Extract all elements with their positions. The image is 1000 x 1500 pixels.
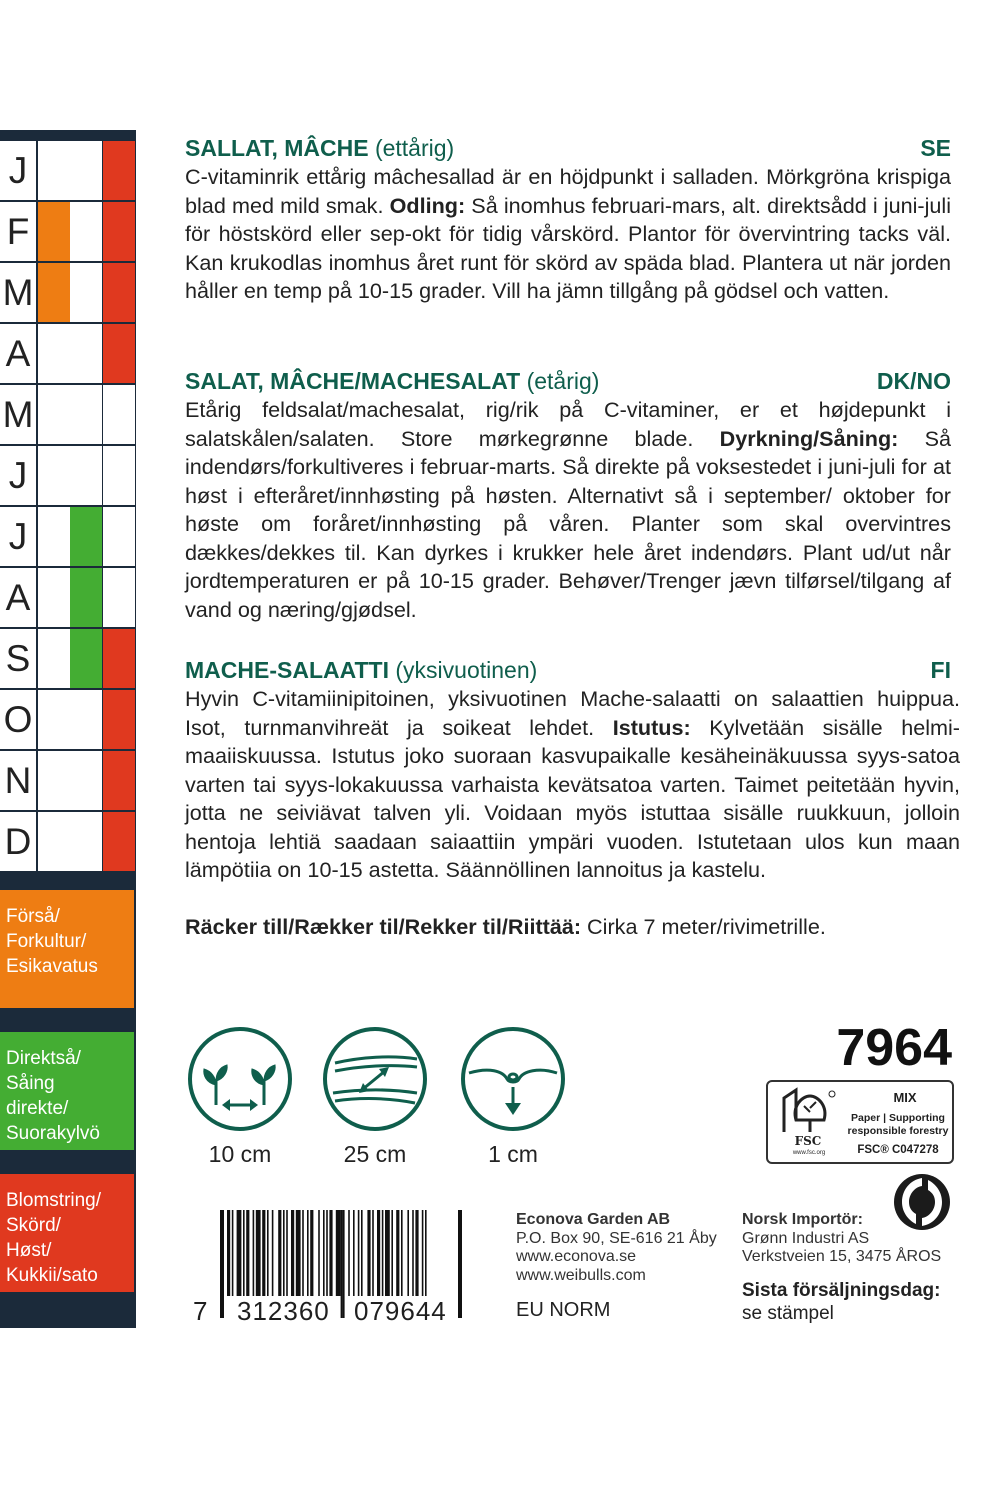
calendar-cell-red [103,263,135,322]
month-letter: A [0,568,36,627]
barcode-bar [326,1210,328,1296]
sowing-depth-label: 1 cm [488,1141,538,1167]
calendar-cell-red [103,812,135,871]
row-spacing [320,1025,430,1168]
calendar-cell-empty [103,568,135,627]
barcode-bar [227,1210,230,1296]
month-letter: M [0,385,36,444]
barcode-bar [246,1210,249,1296]
barcode-bar [422,1210,424,1296]
calendar-cell-empty [70,141,102,200]
fsc-description [842,1112,954,1138]
barcode-bar [377,1210,380,1296]
barcode-bar [296,1210,301,1296]
legend-bloom-line: Skörd/ [6,1215,61,1236]
barcode-bar [415,1210,418,1296]
company-address: P.O. Box 90, SE-616 21 Åby [516,1229,717,1247]
calendar-cell-empty [38,446,70,505]
barcode-bar [232,1210,234,1296]
calendar-cell-empty [70,324,102,383]
plant-spacing [185,1025,295,1168]
section-heading [185,133,951,163]
barcode-guard-bar [343,1210,345,1318]
barcode-bar [401,1210,403,1296]
barcode-bar [323,1210,325,1296]
sowing-depth-icon [459,1025,567,1133]
calendar-month-row [0,324,134,385]
legend-sow-line: Förså/ [6,906,60,927]
importer-heading: Norsk Importör: [742,1211,863,1228]
section-heading [185,366,951,396]
fsc-certification-box [766,1080,954,1164]
sowing-depth [458,1025,568,1168]
section-subtitle: (etårig) [526,368,600,394]
calendar-cell-red [103,141,135,200]
importer-address: Verkstveien 15, 3475 ÅROS [742,1248,942,1265]
barcode-bar [262,1210,265,1296]
barcode-bar [361,1210,363,1296]
month-letter: J [0,507,36,566]
calendar-month-row [0,751,134,812]
importer-info [742,1211,941,1267]
calendar-cell-orange [38,263,70,322]
month-letter: S [0,629,36,688]
calendar-cell-green [70,568,102,627]
importer-name: Grønn Industri AS [742,1229,870,1247]
fsc-license-code: FSC® C047278 [857,1144,939,1156]
legend-direct-line: direkte/ [6,1098,69,1119]
legend-sow [0,890,134,1008]
barcode-bar [318,1210,320,1296]
month-letter: J [0,446,36,505]
fsc-description-line: responsible forestry [847,1125,949,1137]
calendar-cell-empty [103,446,135,505]
barcode-guard-bar [460,1210,462,1318]
barcode-bar [253,1210,255,1296]
barcode-bar [358,1210,360,1296]
barcode-bar [367,1210,370,1296]
last-sale-date [742,1279,940,1325]
plant-spacing-label: 10 cm [208,1141,272,1167]
eu-norm-label: EU NORM [516,1299,611,1321]
legend-bloom-line: Høst/ [6,1240,52,1261]
barcode-bar [278,1210,281,1296]
calendar-month-row [0,385,134,446]
article-number: 7964 [836,1019,952,1077]
section-title: SALAT, MÂCHE/MACHESALAT [185,368,521,394]
fsc-description-line: Paper | Supporting [851,1112,945,1124]
calendar-cell-empty [103,507,135,566]
calendar-month-row [0,629,134,690]
calendar-month-row [0,263,134,324]
coverage-info: Räcker till/Rækker til/Rekker til/Riittää: Cirka 7 meter/rivimetrille. [185,914,826,939]
barcode-bar [286,1210,288,1296]
section-subtitle: (yksivuotinen) [395,657,538,683]
month-letter: A [0,324,36,383]
month-letter: M [0,263,36,322]
barcode-bar [425,1210,427,1296]
section-danish-norwegian [185,366,951,624]
barcode-guard-bar [222,1210,224,1318]
month-letter: N [0,751,36,810]
barcode-bar [283,1210,285,1296]
barcode-bar [412,1210,414,1296]
row-spacing-icon [321,1025,429,1133]
last-sale-value: se stämpel [742,1303,834,1324]
calendar-cell-empty [70,446,102,505]
last-sale-heading: Sista försäljningsdag: [742,1280,941,1301]
calendar-cell-green [70,629,102,688]
barcode-bar [310,1210,313,1296]
fsc-url: www.fsc.org [792,1150,826,1156]
calendar-cell-red [103,629,135,688]
legend-direct-line: Suorakylvö [6,1123,100,1144]
calendar-cell-empty [70,263,102,322]
calendar-month-row [0,812,134,873]
barcode-bar [385,1210,390,1296]
company-website: www.econova.se [516,1248,637,1265]
month-letter: F [0,202,36,261]
language-code: FI [930,657,951,683]
barcode-digit-group-right: 079644 [354,1296,447,1326]
calendar-month-row [0,202,134,263]
calendar-cell-empty [70,751,102,810]
calendar-cell-red [103,690,135,749]
calendar-month-row [0,568,134,629]
calendar-cell-empty [70,385,102,444]
section-body: Hyvin C-vitamiinipitoinen, yksivuotinen Mache-salaatti on salaattien huippua. Isot, turnmanvihreät ja soikeat lehdet. Istutus: Kylvetään sisälle helmi-maaiiskuussa. Istutus joko suoraan kasvupaikalle kesäheinäkuussa syys-satoa varten tai syys-lokakuussa varhaista kevätsatoa varten. Taimet peitetään hyvin, jotta ne seiviävat talven yli. Voidaan myös istuttaa sisälle ruukkuun, jolloin hentoja lehtiä saadaan saiaattiin ympäri vuoden. Istutetaan ulos kun maan lämpötiia on 10-15 astetta. Säännöllinen lannoitus ja kastelu. [185,686,960,882]
barcode-guard-bar [458,1210,460,1318]
calendar-cell-empty [70,690,102,749]
calendar-cell-empty [38,812,70,871]
calendar-month-row [0,446,134,507]
barcode-bar [353,1210,355,1296]
company-name: Econova Garden AB [516,1211,671,1228]
section-body: Etårig feldsalat/machesalat, rig/rik på C-vitaminer, er et højdepunkt i salatskålen/salaten. Store mørkegrønne blade. Dyrkning/Såning: Så indendørs/forkultiveres i februar-marts. Så direkte på voksestedet i juni-juli for at høst i efteråret/innhøsting på høsten. Alternativt så i september/ oktober for høste om foråret/innhøsting på våren. Planter som skal overvintres dækkes/dekkes til. Kan dyrkes i krukker hele året indendørs. Plant ud/ut når jordtemperaturen er på 10-15 grader. Behøver/Trenger jævn tilførsel/tilgang af vand og næring/gjødsel. [185,397,951,622]
barcode-bar [396,1210,399,1296]
barcode-bar [372,1210,374,1296]
section-title: MACHE-SALAATTI [185,657,389,683]
barcode-bar [407,1210,409,1296]
calendar-cell-red [103,324,135,383]
barcode-bar [237,1210,242,1296]
company-website: www.weibulls.com [516,1266,646,1284]
calendar-cell-empty [38,568,70,627]
legend-bloom-line: Kukkii/sato [6,1265,98,1286]
language-code: DK/NO [876,368,951,394]
barcode-bar [348,1210,350,1296]
legend-direct-line: Direktså/ [6,1048,81,1069]
section-finnish [185,655,960,885]
barcode-bar [336,1210,341,1296]
legend-direct-sow [0,1032,134,1150]
barcode-bar [329,1210,332,1296]
calendar-cell-red [103,202,135,261]
calendar-month-row [0,690,134,751]
calendar-cell-empty [103,385,135,444]
section-body: C-vitaminrik ettårig mâchesallad är en höjdpunkt i salladen. Mörkgröna krispiga blad med mild smak. Odling: Så inomhus februari-mars, alt. direktsådd i juni-juli för höstskörd eller sep-okt för tidig vårskörd. Plantor för övervintring tacks väl. Kan krukodlas inomhus året runt för skörd av späda blad. Plantera ut när jorden håller en temp på 10-15 grader. Vill ha jämn tillgång på gödsel och vatten. [185,164,952,303]
barcode-bar [267,1210,269,1296]
calendar-cell-empty [70,812,102,871]
fsc-mix-label: MIX [893,1090,917,1105]
calendar-cell-empty [38,324,70,383]
barcode-guard-bar [220,1210,222,1318]
barcode-bar [243,1210,245,1296]
calendar-cell-red [103,751,135,810]
barcode-digit-group-left: 312360 [237,1296,330,1326]
section-heading [185,655,951,685]
barcode-bar [307,1210,309,1296]
barcode-bar [391,1210,393,1296]
barcode-bar [256,1210,261,1296]
month-letter: O [0,690,36,749]
calendar-cell-green [70,507,102,566]
calendar-cell-empty [38,385,70,444]
row-spacing-label: 25 cm [343,1141,407,1167]
calendar-cell-orange [38,202,70,261]
plant-spacing-icon [186,1025,294,1133]
calendar-cell-empty [38,141,70,200]
month-letter: J [0,141,36,200]
calendar-month-row [0,141,134,202]
calendar-cell-empty [70,202,102,261]
legend-direct-line: Såing [6,1073,55,1094]
fsc-logo-text: FSC [794,1134,822,1148]
legend-bloom-line: Blomstring/ [6,1190,102,1211]
barcode-bar [382,1210,384,1296]
barcode-guard-bar [341,1210,343,1318]
barcode-digit-first: 7 [193,1296,209,1326]
calendar-cell-empty [38,629,70,688]
legend-sow-line: Esikavatus [6,956,98,977]
section-title: SALLAT, MÂCHE [185,135,369,161]
calendar-cell-empty [38,507,70,566]
month-letter: D [0,812,36,871]
calendar-cell-empty [38,751,70,810]
section-swedish [185,133,951,306]
legend-bloom-harvest [0,1174,134,1292]
barcode-bar [272,1210,274,1296]
calendar-month-row [0,507,134,568]
fsc-tree-icon [774,1086,840,1136]
calendar-cell-empty [38,690,70,749]
language-code: SE [920,135,951,161]
company-info [516,1211,717,1285]
barcode-bar [302,1210,304,1296]
section-subtitle: (ettårig) [374,135,455,161]
legend-sow-line: Forkultur/ [6,931,87,952]
barcode-bar [291,1210,294,1296]
